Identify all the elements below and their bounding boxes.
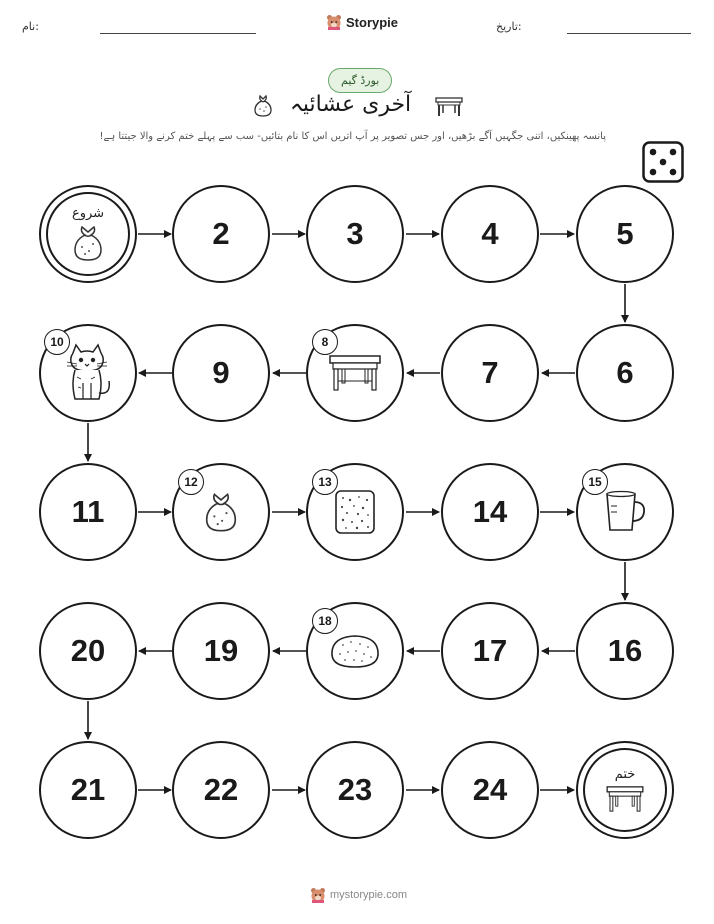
square-number: 11 xyxy=(71,494,105,529)
board-square-11[interactable] xyxy=(39,463,137,561)
brand-name: Storypie xyxy=(346,14,399,30)
board-square-21[interactable] xyxy=(39,741,137,839)
square-number: 9 xyxy=(212,355,230,390)
picture-square-number: 8 xyxy=(312,329,338,355)
square-number: 22 xyxy=(203,772,239,807)
bread-icon xyxy=(327,631,383,671)
table-icon xyxy=(605,784,645,814)
square-number: 14 xyxy=(472,494,508,529)
board-square-23[interactable] xyxy=(306,741,404,839)
board-square-20[interactable] xyxy=(39,602,137,700)
picture-square-number: 18 xyxy=(312,608,338,634)
square-number: 24 xyxy=(472,772,508,807)
picture-square-number: 12 xyxy=(178,469,204,495)
picture-square-number: 15 xyxy=(582,469,608,495)
square-number: 7 xyxy=(481,355,499,390)
finish-label: ختم xyxy=(614,766,636,782)
picture-square-number: 10 xyxy=(44,329,70,355)
board-square-9[interactable] xyxy=(172,324,270,422)
board-square-17[interactable] xyxy=(441,602,539,700)
finish-square[interactable] xyxy=(576,741,674,839)
square-number: 16 xyxy=(607,633,643,668)
board-square-14[interactable] xyxy=(441,463,539,561)
board-square-4[interactable] xyxy=(441,185,539,283)
square-number: 20 xyxy=(70,633,106,668)
board-square-7[interactable] xyxy=(441,324,539,422)
table-icon xyxy=(327,353,383,393)
bear-icon xyxy=(310,887,326,903)
square-number: 19 xyxy=(203,633,239,668)
footer xyxy=(310,887,407,903)
board-square-24[interactable] xyxy=(441,741,539,839)
footer-url[interactable]: mystorypie.com xyxy=(330,889,408,901)
square-number: 3 xyxy=(346,216,364,251)
square-number: 6 xyxy=(616,355,634,390)
board-square-3[interactable] xyxy=(306,185,404,283)
square-number: 2 xyxy=(212,216,230,251)
name-label: نام: xyxy=(22,20,39,33)
board-square-22[interactable] xyxy=(172,741,270,839)
picture-square-number: 13 xyxy=(312,469,338,495)
money-bag-icon xyxy=(68,223,108,263)
start-square[interactable] xyxy=(39,185,137,283)
money-bag-icon xyxy=(199,489,243,535)
cup-icon xyxy=(601,490,649,534)
matzah-icon xyxy=(332,488,378,536)
page-title: آخری عشائیہ xyxy=(290,92,412,117)
board-square-6[interactable] xyxy=(576,324,674,422)
date-label: تاریخ: xyxy=(496,20,522,33)
start-label: شروع xyxy=(71,205,105,221)
square-number: 4 xyxy=(481,216,499,251)
category-badge: بورڈ گیم xyxy=(328,68,392,93)
cat-icon xyxy=(61,343,115,403)
board-square-16[interactable] xyxy=(576,602,674,700)
square-number: 5 xyxy=(616,216,634,251)
instructions-text: پانسہ پھینکیں، اتنی جگہیں آگے بڑھیں، اور جس تصویر پر آپ اتریں اس کا نام بتائیں- سب سے پہلے ختم کرنے والا جیتتا ہے! xyxy=(99,131,606,142)
board-square-2[interactable] xyxy=(172,185,270,283)
square-number: 17 xyxy=(472,633,508,668)
board-square-5[interactable] xyxy=(576,185,674,283)
square-number: 23 xyxy=(337,772,373,807)
board-square-19[interactable] xyxy=(172,602,270,700)
square-number: 21 xyxy=(70,772,106,807)
